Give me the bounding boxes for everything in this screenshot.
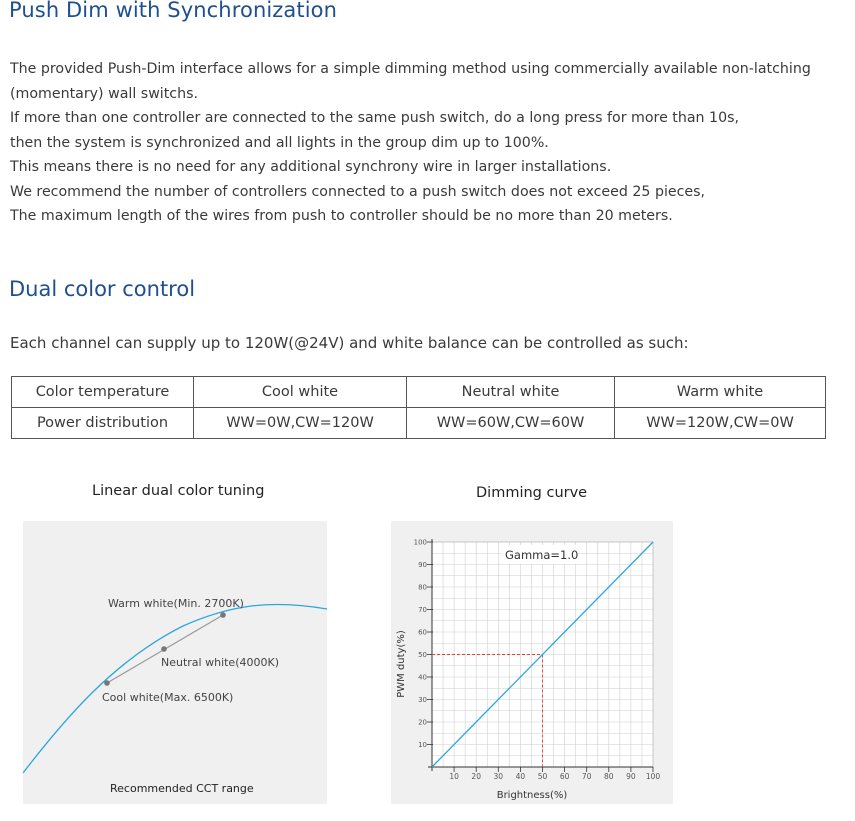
dimming-curve-chart bbox=[391, 521, 673, 804]
text-line: We recommend the number of controllers connected to a push switch does not exceed 25 pieces, bbox=[10, 183, 706, 200]
cct-tuning-panel bbox=[23, 521, 327, 804]
table-row bbox=[12, 377, 826, 408]
table-cell: Warm white bbox=[615, 377, 826, 408]
table-row bbox=[12, 408, 826, 439]
table-cell: Power distribution bbox=[12, 408, 194, 439]
text-line: then the system is synchronized and all lights in the group dim up to 100%. bbox=[10, 134, 549, 151]
y-tick-label: 70 bbox=[418, 606, 427, 614]
figure-right-title: Dimming curve bbox=[476, 485, 588, 501]
cct-tuning-figure bbox=[23, 521, 327, 804]
text-line: (momentary) wall switchs. bbox=[10, 85, 198, 102]
x-axis-label: Brightness(%) bbox=[496, 790, 568, 801]
y-tick-label: 90 bbox=[418, 561, 427, 569]
x-tick-label: 100 bbox=[645, 772, 661, 781]
x-tick-label: 70 bbox=[581, 772, 592, 781]
x-tick-label: 30 bbox=[493, 772, 504, 781]
y-tick-label: 30 bbox=[418, 696, 427, 704]
table-cell: WW=60W,CW=60W bbox=[407, 408, 615, 439]
y-tick-label: 20 bbox=[418, 718, 427, 727]
table-cell: WW=0W,CW=120W bbox=[194, 408, 407, 439]
section-title-push-dim: Push Dim with Synchronization bbox=[9, 0, 337, 22]
neutral-white-label: Neutral white(4000K) bbox=[161, 656, 279, 669]
x-tick-label: 40 bbox=[515, 772, 526, 781]
x-tick-label: 10 bbox=[449, 772, 459, 781]
y-tick-label: 40 bbox=[418, 673, 427, 682]
recommended-range-label: Recommended CCT range bbox=[110, 782, 254, 795]
dimming-curve-panel bbox=[391, 521, 673, 804]
text-line: The maximum length of the wires from push to controller should be no more than 20 meters. bbox=[10, 208, 673, 224]
y-axis-label: PWM duty(%) bbox=[396, 630, 407, 698]
gamma-annotation: Gamma=1.0 bbox=[505, 548, 579, 562]
text-line: The provided Push-Dim interface allows for a simple dimming method using commercially available non-latching bbox=[10, 61, 811, 77]
x-tick-label: 90 bbox=[626, 772, 636, 781]
x-tick-label: 20 bbox=[471, 772, 481, 781]
cool-white-label: Cool white(Max. 6500K) bbox=[102, 691, 234, 704]
power-distribution-table bbox=[11, 376, 826, 439]
y-tick-label: 50 bbox=[418, 651, 427, 659]
warm-white-point bbox=[220, 612, 226, 618]
dual-color-lead: Each channel can supply up to 120W(@24V) and white balance can be controlled as such: bbox=[10, 334, 689, 352]
cool-white-point bbox=[104, 680, 110, 686]
neutral-white-point bbox=[161, 646, 167, 652]
text-line: If more than one controller are connected to the same push switch, do a long press for more than 10s, bbox=[10, 110, 740, 126]
table-cell: WW=120W,CW=0W bbox=[615, 408, 826, 439]
y-tick-label: 80 bbox=[418, 583, 427, 592]
push-dim-description bbox=[10, 57, 840, 229]
x-tick-label: 50 bbox=[537, 772, 548, 781]
y-tick-label: 10 bbox=[418, 741, 427, 749]
table-cell: Cool white bbox=[194, 377, 407, 408]
x-tick-label: 80 bbox=[604, 772, 614, 781]
text-line: This means there is no need for any additional synchrony wire in larger installations. bbox=[10, 159, 612, 175]
cct-curve bbox=[23, 604, 327, 773]
y-tick-label: 60 bbox=[418, 628, 427, 637]
x-tick-label: 60 bbox=[559, 772, 570, 781]
table-cell: Color temperature bbox=[12, 377, 194, 408]
table-cell: Neutral white bbox=[407, 377, 615, 408]
warm-white-label: Warm white(Min. 2700K) bbox=[108, 597, 244, 610]
section-title-dual-color: Dual color control bbox=[9, 277, 196, 301]
figure-left-title: Linear dual color tuning bbox=[92, 483, 265, 499]
y-tick-label: 100 bbox=[413, 538, 427, 547]
